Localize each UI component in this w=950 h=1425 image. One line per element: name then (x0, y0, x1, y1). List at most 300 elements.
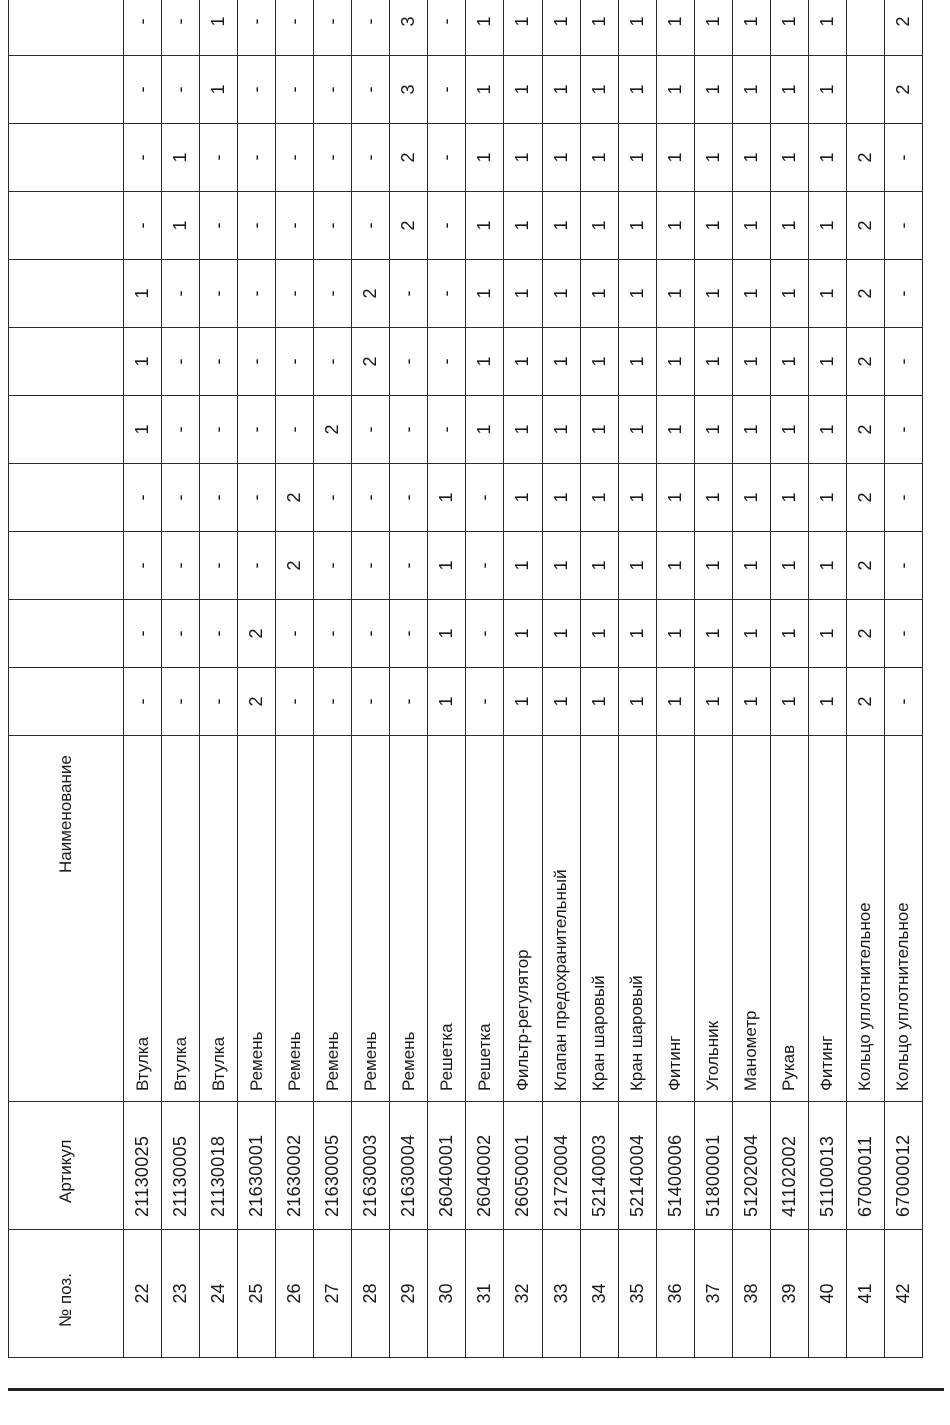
cell-article: 51400006 (656, 1102, 694, 1230)
cell-qty: 1 (504, 532, 542, 600)
cell-qty: - (200, 328, 238, 396)
cell-qty: - (428, 328, 466, 396)
header-article: Артикул (9, 1102, 124, 1230)
cell-qty: - (238, 260, 276, 328)
table-row (618, 0, 656, 1358)
cell-qty: 1 (656, 192, 694, 260)
cell-qty: 1 (466, 124, 504, 192)
cell-qty: - (200, 124, 238, 192)
cell-qty: - (200, 396, 238, 464)
cell-position-number: 27 (314, 1230, 352, 1358)
cell-qty: - (124, 464, 162, 532)
cell-qty: - (200, 668, 238, 736)
cell-qty: 1 (808, 668, 846, 736)
cell-qty: - (276, 56, 314, 124)
cell-name: Кран шаровый (580, 736, 618, 1102)
table-row (580, 0, 618, 1358)
cell-qty: 1 (542, 532, 580, 600)
cell-position-number: 34 (580, 1230, 618, 1358)
parts-table (8, 0, 923, 1358)
cell-article: 21630004 (390, 1102, 428, 1230)
cell-article: 67000012 (884, 1102, 922, 1230)
cell-qty: - (352, 0, 390, 56)
cell-qty: 1 (580, 464, 618, 532)
cell-position-number: 26 (276, 1230, 314, 1358)
table-row (656, 0, 694, 1358)
cell-qty: 1 (656, 124, 694, 192)
cell-qty: 1 (808, 532, 846, 600)
table-row (162, 0, 200, 1358)
cell-qty: - (352, 56, 390, 124)
cell-qty: 2 (390, 192, 428, 260)
cell-qty: 1 (504, 0, 542, 56)
cell-qty: 2 (846, 192, 884, 260)
header-row (9, 0, 124, 1358)
cell-qty: - (314, 56, 352, 124)
cell-name: Рукав (770, 736, 808, 1102)
cell-qty: 1 (580, 328, 618, 396)
cell-qty: - (884, 192, 922, 260)
cell-qty: - (238, 532, 276, 600)
cell-qty: - (352, 124, 390, 192)
cell-qty: - (124, 192, 162, 260)
cell-qty: - (314, 464, 352, 532)
cell-qty: 1 (656, 396, 694, 464)
cell-qty: - (314, 600, 352, 668)
cell-qty: 1 (694, 328, 732, 396)
cell-qty: 1 (808, 192, 846, 260)
table-row (352, 0, 390, 1358)
table-row (238, 0, 276, 1358)
cell-article: 52140003 (580, 1102, 618, 1230)
cell-article: 67000011 (846, 1102, 884, 1230)
cell-qty: 1 (580, 600, 618, 668)
cell-qty: 1 (694, 0, 732, 56)
cell-qty: 3 (390, 56, 428, 124)
cell-qty: 1 (618, 600, 656, 668)
cell-qty: - (238, 0, 276, 56)
cell-article: 21720004 (542, 1102, 580, 1230)
cell-article: 21630001 (238, 1102, 276, 1230)
cell-qty: - (162, 396, 200, 464)
cell-qty: 1 (504, 56, 542, 124)
cell-qty: 1 (200, 56, 238, 124)
cell-qty: - (200, 192, 238, 260)
cell-qty: 1 (542, 396, 580, 464)
cell-qty: 1 (694, 668, 732, 736)
cell-qty: 1 (504, 464, 542, 532)
cell-qty: 2 (846, 464, 884, 532)
cell-position-number: 39 (770, 1230, 808, 1358)
cell-qty: - (428, 192, 466, 260)
cell-qty: 1 (770, 532, 808, 600)
cell-qty: - (314, 668, 352, 736)
header-qty-5 (9, 396, 124, 464)
cell-qty: 1 (808, 56, 846, 124)
cell-name: Решетка (428, 736, 466, 1102)
cell-qty: - (276, 328, 314, 396)
cell-qty: 1 (542, 56, 580, 124)
cell-name: Манометр (732, 736, 770, 1102)
cell-qty: - (352, 600, 390, 668)
cell-qty: 1 (580, 532, 618, 600)
cell-qty: 2 (846, 328, 884, 396)
cell-qty: 1 (542, 600, 580, 668)
cell-position-number: 38 (732, 1230, 770, 1358)
cell-name: Кольцо уплотнительное (884, 736, 922, 1102)
cell-qty: 1 (694, 532, 732, 600)
cell-qty: - (390, 396, 428, 464)
cell-qty: 1 (808, 600, 846, 668)
cell-qty: 1 (618, 396, 656, 464)
cell-qty: 1 (466, 192, 504, 260)
cell-qty: 1 (732, 464, 770, 532)
cell-qty: 1 (732, 260, 770, 328)
cell-qty: 2 (884, 0, 922, 56)
cell-name: Фитинг (656, 736, 694, 1102)
cell-qty: 1 (770, 124, 808, 192)
cell-qty: 1 (770, 0, 808, 56)
cell-qty: - (390, 600, 428, 668)
table-row (504, 0, 542, 1358)
cell-qty: 2 (390, 124, 428, 192)
cell-qty: - (238, 328, 276, 396)
cell-qty: 2 (276, 532, 314, 600)
cell-qty: 1 (808, 0, 846, 56)
table-row (732, 0, 770, 1358)
cell-qty: 1 (466, 56, 504, 124)
cell-qty: 1 (618, 532, 656, 600)
cell-qty: 1 (770, 668, 808, 736)
cell-qty: 1 (770, 600, 808, 668)
cell-qty: 1 (542, 328, 580, 396)
cell-qty: 1 (542, 260, 580, 328)
cell-qty: - (352, 192, 390, 260)
cell-qty: 1 (466, 260, 504, 328)
cell-article: 21130005 (162, 1102, 200, 1230)
cell-qty: - (162, 0, 200, 56)
cell-qty: - (200, 532, 238, 600)
cell-qty: 1 (656, 0, 694, 56)
header-qty-1 (9, 668, 124, 736)
cell-qty: 1 (770, 260, 808, 328)
cell-qty: - (466, 668, 504, 736)
cell-qty: - (314, 532, 352, 600)
cell-qty: - (238, 464, 276, 532)
cell-qty: 1 (732, 668, 770, 736)
cell-qty: 2 (846, 532, 884, 600)
cell-article: 26050001 (504, 1102, 542, 1230)
cell-qty: - (314, 0, 352, 56)
cell-qty: 1 (542, 668, 580, 736)
cell-qty: 1 (656, 532, 694, 600)
cell-qty: 1 (808, 260, 846, 328)
cell-qty: - (884, 668, 922, 736)
cell-qty: - (314, 192, 352, 260)
cell-qty: 1 (694, 260, 732, 328)
cell-qty: - (314, 124, 352, 192)
cell-qty: - (390, 532, 428, 600)
cell-qty: 1 (770, 396, 808, 464)
cell-qty: 1 (618, 668, 656, 736)
cell-qty: - (238, 124, 276, 192)
cell-qty: 1 (732, 396, 770, 464)
table-row (770, 0, 808, 1358)
cell-qty: 1 (656, 328, 694, 396)
cell-qty: 1 (656, 56, 694, 124)
cell-qty: 2 (352, 260, 390, 328)
cell-qty: - (390, 260, 428, 328)
cell-qty: - (314, 260, 352, 328)
cell-qty: 1 (732, 600, 770, 668)
cell-qty: - (124, 0, 162, 56)
cell-qty: - (390, 328, 428, 396)
table-row (390, 0, 428, 1358)
rotated-page (8, 8, 923, 1358)
cell-qty: 1 (504, 192, 542, 260)
cell-qty: 1 (124, 396, 162, 464)
cell-qty: - (884, 328, 922, 396)
cell-article: 21630003 (352, 1102, 390, 1230)
cell-qty: - (200, 600, 238, 668)
cell-article: 52140004 (618, 1102, 656, 1230)
cell-qty: - (390, 668, 428, 736)
cell-qty: - (238, 56, 276, 124)
header-qty-9 (9, 124, 124, 192)
cell-qty: - (276, 124, 314, 192)
cell-qty: 1 (200, 0, 238, 56)
cell-name: Втулка (124, 736, 162, 1102)
cell-qty: 1 (124, 328, 162, 396)
cell-qty: - (276, 192, 314, 260)
cell-qty: 1 (618, 124, 656, 192)
cell-qty: 1 (504, 328, 542, 396)
cell-qty: - (162, 464, 200, 532)
cell-qty: - (124, 532, 162, 600)
table-row (694, 0, 732, 1358)
cell-qty: 1 (466, 0, 504, 56)
cell-position-number: 24 (200, 1230, 238, 1358)
cell-qty: 1 (504, 260, 542, 328)
cell-qty: 1 (618, 192, 656, 260)
cell-position-number: 32 (504, 1230, 542, 1358)
cell-qty: 2 (846, 600, 884, 668)
cell-qty: - (352, 532, 390, 600)
cell-position-number: 30 (428, 1230, 466, 1358)
cell-qty: 1 (428, 600, 466, 668)
cell-qty: 2 (884, 56, 922, 124)
cell-position-number: 41 (846, 1230, 884, 1358)
cell-qty: - (124, 600, 162, 668)
cell-qty: - (276, 260, 314, 328)
header-qty-4 (9, 464, 124, 532)
cell-qty: 1 (808, 396, 846, 464)
header-qty-2 (9, 600, 124, 668)
cell-qty: 1 (466, 396, 504, 464)
cell-qty: 1 (428, 464, 466, 532)
cell-qty: - (884, 124, 922, 192)
cell-qty: 1 (656, 260, 694, 328)
cell-position-number: 33 (542, 1230, 580, 1358)
cell-name: Решетка (466, 736, 504, 1102)
cell-qty: - (162, 328, 200, 396)
cell-name: Кран шаровый (618, 736, 656, 1102)
table-row (276, 0, 314, 1358)
header-qty-11 (9, 0, 124, 56)
cell-qty: 2 (846, 260, 884, 328)
cell-qty: 1 (770, 328, 808, 396)
cell-qty: 1 (580, 0, 618, 56)
cell-qty: 1 (542, 0, 580, 56)
cell-position-number: 31 (466, 1230, 504, 1358)
cell-qty: - (352, 464, 390, 532)
cell-qty: 1 (428, 668, 466, 736)
cell-position-number: 35 (618, 1230, 656, 1358)
cell-qty: 1 (656, 600, 694, 668)
cell-name: Втулка (200, 736, 238, 1102)
cell-qty: 1 (466, 328, 504, 396)
cell-qty: 1 (504, 668, 542, 736)
cell-qty: - (466, 600, 504, 668)
cell-qty: - (884, 600, 922, 668)
cell-qty: - (352, 668, 390, 736)
cell-qty: - (162, 600, 200, 668)
cell-qty: 2 (846, 396, 884, 464)
cell-qty: 1 (732, 124, 770, 192)
cell-name: Фитинг (808, 736, 846, 1102)
cell-qty: 2 (238, 668, 276, 736)
cell-qty: - (352, 396, 390, 464)
cell-qty: 1 (808, 124, 846, 192)
cell-name: Кольцо уплотнительное (846, 736, 884, 1102)
cell-name: Угольник (694, 736, 732, 1102)
cell-qty: 1 (618, 328, 656, 396)
cell-name: Ремень (390, 736, 428, 1102)
cell-qty: 2 (314, 396, 352, 464)
cell-qty: - (884, 396, 922, 464)
cell-qty: 2 (846, 668, 884, 736)
cell-article: 21130018 (200, 1102, 238, 1230)
cell-qty: 1 (504, 600, 542, 668)
cell-position-number: 42 (884, 1230, 922, 1358)
cell-position-number: 23 (162, 1230, 200, 1358)
table-row (124, 0, 162, 1358)
cell-qty: - (428, 396, 466, 464)
footer-rule (8, 1388, 944, 1391)
cell-qty: 1 (580, 668, 618, 736)
cell-article: 51202004 (732, 1102, 770, 1230)
cell-qty: - (162, 56, 200, 124)
cell-qty: - (124, 124, 162, 192)
cell-position-number: 28 (352, 1230, 390, 1358)
cell-qty: - (390, 464, 428, 532)
cell-qty: 2 (846, 124, 884, 192)
cell-qty: 1 (808, 328, 846, 396)
cell-qty: 2 (352, 328, 390, 396)
cell-qty: 2 (276, 464, 314, 532)
header-qty-10 (9, 56, 124, 124)
header-qty-7 (9, 260, 124, 328)
cell-qty: - (884, 532, 922, 600)
cell-name: Втулка (162, 736, 200, 1102)
cell-qty: 1 (580, 396, 618, 464)
cell-name: Ремень (352, 736, 390, 1102)
cell-qty: 1 (732, 56, 770, 124)
cell-qty: 1 (694, 600, 732, 668)
cell-qty: - (276, 0, 314, 56)
table-row (428, 0, 466, 1358)
cell-name: Ремень (238, 736, 276, 1102)
cell-qty: 1 (542, 464, 580, 532)
table-body (124, 0, 923, 1358)
cell-article: 26040001 (428, 1102, 466, 1230)
cell-qty: - (124, 668, 162, 736)
cell-position-number: 22 (124, 1230, 162, 1358)
cell-qty: - (162, 260, 200, 328)
cell-qty: - (162, 668, 200, 736)
cell-article: 51100013 (808, 1102, 846, 1230)
cell-qty: 1 (770, 56, 808, 124)
cell-qty: - (124, 56, 162, 124)
cell-qty: 1 (542, 192, 580, 260)
cell-qty: 1 (162, 192, 200, 260)
cell-qty: 1 (770, 192, 808, 260)
cell-qty: 1 (694, 192, 732, 260)
cell-qty: 1 (580, 56, 618, 124)
cell-article: 21630005 (314, 1102, 352, 1230)
cell-qty: 1 (656, 464, 694, 532)
cell-qty: 1 (770, 464, 808, 532)
cell-qty: 1 (618, 56, 656, 124)
cell-qty: 1 (732, 532, 770, 600)
cell-article: 21130025 (124, 1102, 162, 1230)
cell-qty: - (466, 464, 504, 532)
cell-qty: 1 (808, 464, 846, 532)
cell-qty: - (428, 260, 466, 328)
cell-qty: - (200, 464, 238, 532)
table-row (808, 0, 846, 1358)
table-row (314, 0, 352, 1358)
cell-qty: 2 (238, 600, 276, 668)
table-row (846, 0, 884, 1358)
cell-name: Фильтр-регулятор (504, 736, 542, 1102)
cell-qty: 1 (504, 396, 542, 464)
cell-qty (846, 56, 884, 124)
cell-qty: - (428, 0, 466, 56)
table-row (542, 0, 580, 1358)
cell-qty: 1 (618, 464, 656, 532)
cell-article: 41102002 (770, 1102, 808, 1230)
cell-qty: 1 (694, 56, 732, 124)
cell-qty: 1 (694, 464, 732, 532)
cell-qty: - (162, 532, 200, 600)
cell-qty: - (428, 124, 466, 192)
cell-qty: - (276, 396, 314, 464)
header-position-number: № поз. (9, 1230, 124, 1358)
cell-name: Ремень (314, 736, 352, 1102)
cell-qty: 1 (694, 124, 732, 192)
cell-qty: 1 (542, 124, 580, 192)
cell-article: 26040002 (466, 1102, 504, 1230)
cell-qty: 1 (580, 192, 618, 260)
cell-qty: - (884, 260, 922, 328)
cell-position-number: 37 (694, 1230, 732, 1358)
cell-qty: 1 (580, 260, 618, 328)
header-name: Наименование (9, 736, 124, 1102)
cell-qty: - (428, 56, 466, 124)
cell-qty: 1 (162, 124, 200, 192)
table-row (884, 0, 922, 1358)
